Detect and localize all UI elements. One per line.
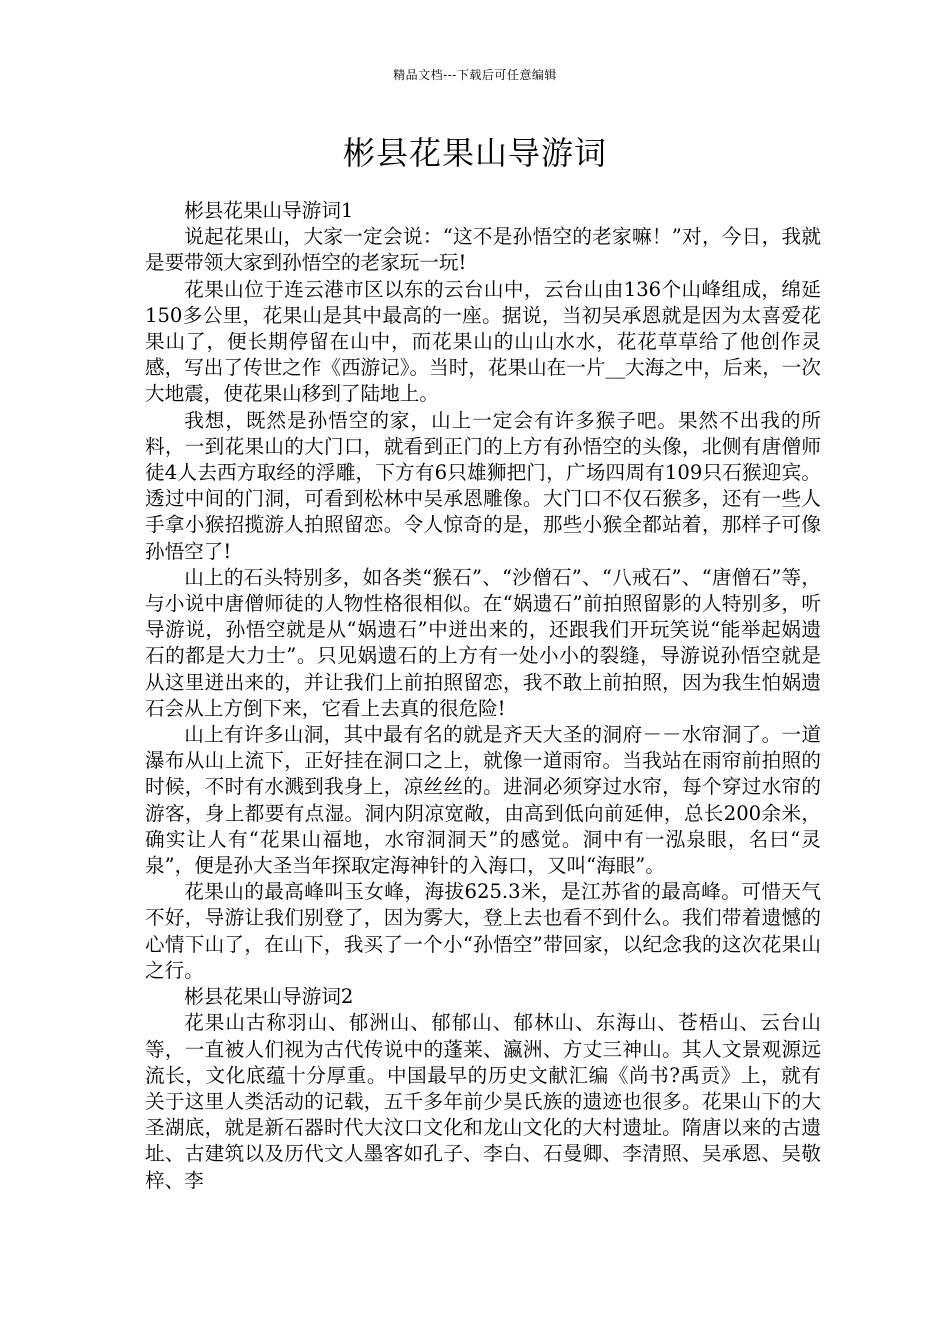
header-note: 精品文档---下载后可任意编辑 bbox=[393, 68, 557, 82]
paragraph: 我想，既然是孙悟空的家，山上一定会有许多猴子吧。果然不出我的所料，一到花果山的大门口，就看到正门的上方有孙悟空的头像，北侧有唐僧师徒4人去西方取经的浮雕，下方有6只雄狮把门，广场四周有109只石猴迎宾。透过中间的门洞，可看到松林中吴承恩雕像。大门口不仅石猴多，还有一些人手拿小猴招揽游人拍照留恋。令人惊奇的是，那些小猴全都站着，那样子可像孙悟空了! bbox=[145, 408, 821, 563]
paragraph: 花果山的最高峰叫玉女峰，海拔625.3米，是江苏省的最高峰。可惜天气不好，导游让我们别登了，因为雾大，登上去也看不到什么。我们带着遗憾的心情下山了，在山下，我买了一个小“孙悟空”带回家，以纪念我的这次花果山之行。 bbox=[145, 880, 821, 982]
paragraph: 说起花果山，大家一定会说：“这不是孙悟空的老家嘛！”对，今日，我就是要带领大家到孙悟空的老家玩一玩! bbox=[145, 225, 821, 275]
paragraph: 花果山位于连云港市区以东的云台山中，云台山由136个山峰组成，绵延150多公里，花果山是其中最高的一座。据说，当初吴承恩就是因为太喜爱花果山了，便长期停留在山中，而花果山的山山水水，花花草草给了他创作灵感，写出了传世之作《西游记》。当时，花果山在一片__大海之中，后来，一次大地震，使花果山移到了陆地上。 bbox=[145, 277, 821, 406]
section-heading-1: 彬县花果山导游词1 bbox=[184, 199, 354, 222]
document-body bbox=[145, 198, 821, 1194]
section-heading-2: 彬县花果山导游词2 bbox=[184, 985, 354, 1009]
paragraph: 山上有许多山洞，其中最有名的就是齐天大圣的洞府－－水帘洞了。一道瀑布从山上流下，正好挂在洞口之上，就像一道雨帘。当我站在雨帘前拍照的时候，不时有水溅到我身上，凉丝丝的。进洞必须穿过水帘，每个穿过水帘的游客，身上都要有点湿。洞内阴凉宽敞，由高到低向前延伸，总长200余米，确实让人有“花果山福地，水帘洞洞天”的感觉。洞中有一泓泉眼，名曰“灵泉”，便是孙大圣当年探取定海神针的入海口，又叫“海眼”。 bbox=[145, 723, 821, 878]
paragraph: 山上的石头特别多，如各类“猴石”、“沙僧石”、“八戒石”、“唐僧石”等，与小说中唐僧师徒的人物性格很相似。在“娲遗石”前拍照留影的人特别多，听导游说，孙悟空就是从“娲遗石”中迸出来的，还跟我们开玩笑说“能举起娲遗石的都是大力士”。只见娲遗石的上方有一处小小的裂缝，导游说孙悟空就是从这里迸出来的，并让我们上前拍照留恋，我不敢上前拍照，因为我生怕娲遗石会从上方倒下来，它看上去真的很危险! bbox=[145, 565, 821, 720]
paragraph: 花果山古称羽山、郁洲山、郁郁山、郁林山、东海山、苍梧山、云台山等，一直被人们视为古代传说中的蓬莱、瀛洲、方丈三神山。其人文景观源远流长，文化底蕴十分厚重。中国最早的历史文献汇编《尚书?禹贡》上，就有关于这里人类活动的记载，五千多年前少昊氏族的遗迹也很多。花果山下的大圣湖底，就是新石器时代大汶口文化和龙山文化的大村遗址。隋唐以来的古遗址、古建筑以及历代文人墨客如孔子、李白、石曼卿、李清照、吴承恩、吴敬梓、李 bbox=[145, 1011, 821, 1192]
document-title: 彬县花果山导游词 bbox=[342, 134, 607, 172]
